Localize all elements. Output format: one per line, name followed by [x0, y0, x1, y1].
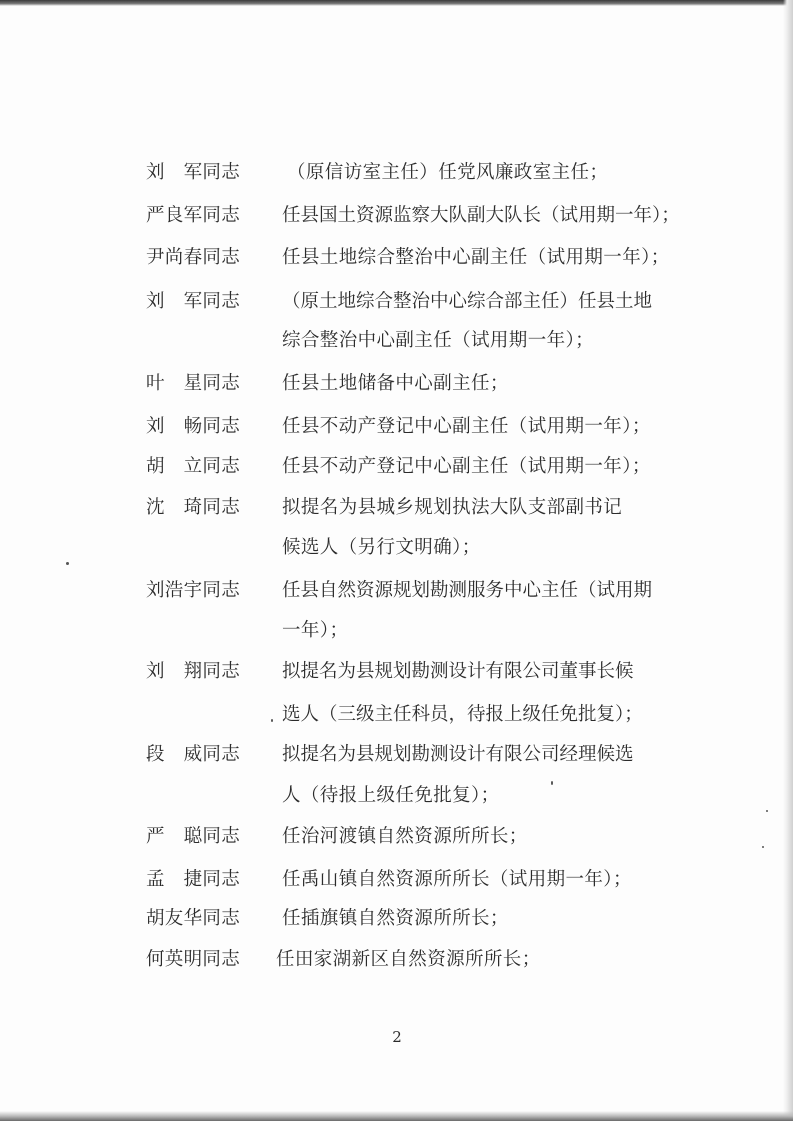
appointee-name: 段 威同志: [146, 744, 241, 765]
scan-edge-top: [0, 0, 793, 6]
appointee-name: 刘 翔同志: [146, 661, 241, 682]
appointee-name: 刘 畅同志: [146, 416, 241, 437]
appointee-name: 胡 立同志: [146, 456, 241, 477]
appointee-name: 刘 军同志: [146, 162, 241, 183]
appointment-text: 一年）；: [282, 620, 349, 641]
appointment-text: （原信访室主任）任党风廉政室主任；: [287, 162, 609, 183]
appointment-text: 选人（三级主任科员，待报上级任免批复）；: [282, 704, 643, 725]
appointment-text: 候选人（另行文明确）；: [282, 537, 481, 558]
scan-edge-right: [783, 0, 793, 1121]
appointment-text: 任县不动产登记中心副主任（试用期一年）；: [282, 456, 651, 477]
appointment-text: 拟提名为县规划勘测设计有限公司董事长候: [282, 661, 634, 682]
scan-speck: [551, 781, 553, 785]
appointment-text: 任县国土资源监察大队副大队长（试用期一年）；: [282, 205, 680, 226]
page-number: 2: [392, 1028, 402, 1046]
appointment-text: 综合整治中心副主任（试用期一年）；: [282, 330, 595, 351]
appointment-text: 任禹山镇自然资源所所长（试用期一年）；: [282, 869, 632, 890]
scan-speck: [66, 562, 69, 565]
appointment-text: 任田家湖新区自然资源所所长；: [276, 949, 541, 970]
appointee-name: 何英明同志: [146, 949, 241, 970]
appointment-text: 任治河渡镇自然资源所所长；: [282, 826, 528, 847]
appointee-name: 严 聪同志: [146, 826, 241, 847]
appointment-text: 任县不动产登记中心副主任（试用期一年）；: [282, 416, 651, 437]
appointee-name: 沈 琦同志: [146, 497, 241, 518]
appointee-name: 刘浩宇同志: [146, 580, 241, 601]
scan-speck: [762, 846, 764, 848]
appointee-name: 严良军同志: [146, 205, 241, 226]
appointee-name: 叶 星同志: [146, 373, 241, 394]
appointment-text: 拟提名为县城乡规划执法大队支部副书记: [282, 497, 623, 518]
appointment-text: 人（待报上级任免批复）；: [282, 785, 500, 806]
scan-speck: [271, 719, 273, 722]
appointment-text: 任插旗镇自然资源所所长；: [282, 908, 509, 929]
scan-edge-bottom: [0, 1111, 793, 1121]
appointee-name: 尹尚春同志: [146, 247, 241, 268]
appointment-text: 任县土地储备中心副主任；: [282, 373, 509, 394]
appointment-text: 拟提名为县规划勘测设计有限公司经理候选: [282, 744, 634, 765]
appointee-name: 胡友华同志: [146, 908, 241, 929]
scan-speck: [766, 810, 768, 812]
appointment-text: （原土地综合整治中心综合部主任）任县土地: [282, 291, 653, 312]
appointee-name: 孟 捷同志: [146, 869, 241, 890]
appointment-text: 任县土地综合整治中心副主任（试用期一年）；: [282, 247, 670, 268]
appointee-name: 刘 军同志: [146, 291, 241, 312]
appointment-text: 任县自然资源规划勘测服务中心主任（试用期: [282, 580, 653, 601]
